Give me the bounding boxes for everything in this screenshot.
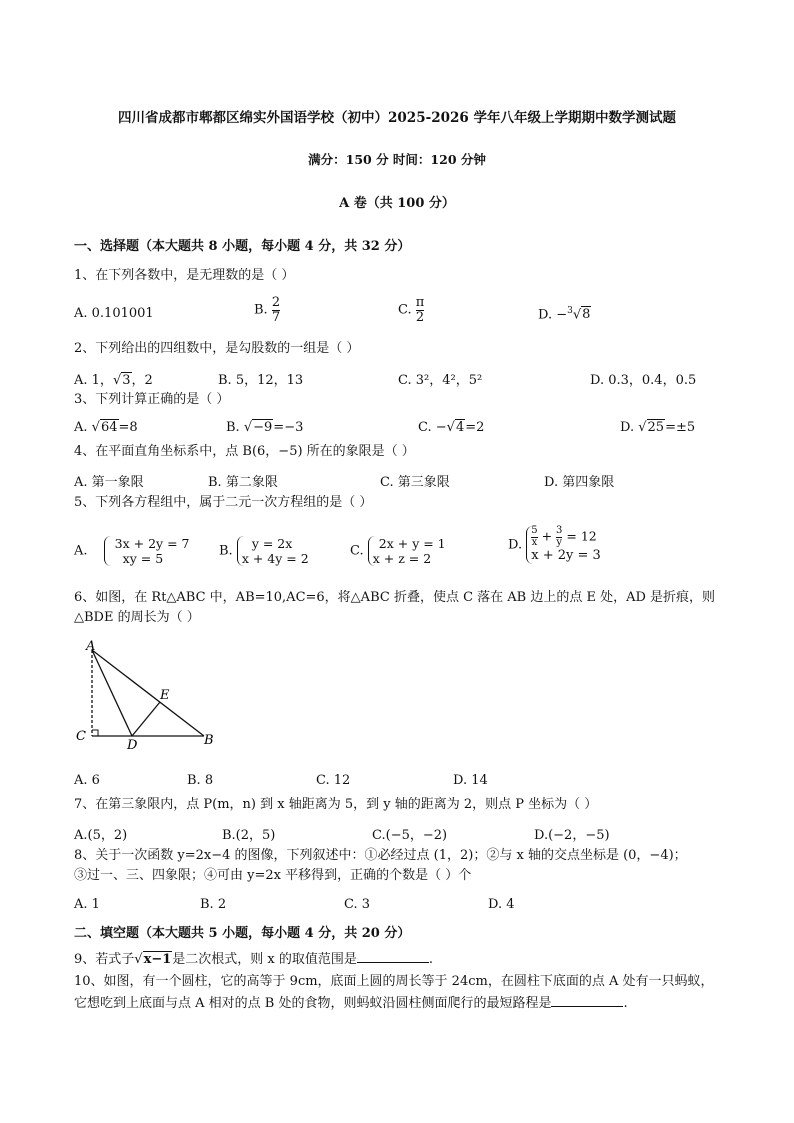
q1-b-fraction bbox=[272, 296, 280, 324]
q10-end: . bbox=[623, 996, 628, 1011]
q9-stem: 9、若式子√x−1是二次根式，则 x 的取值范围是 . bbox=[74, 952, 434, 967]
q3-option-c: C. −√4=2 bbox=[418, 420, 485, 435]
q1-stem: 1、在下列各数中，是无理数的是（ ） bbox=[74, 268, 295, 283]
q5-d-d1: x bbox=[531, 536, 538, 548]
q5-c-eq2: x + z = 2 bbox=[372, 551, 432, 566]
q5-option-c bbox=[350, 536, 446, 566]
score-time-line: 满分：150 分 时间：120 分钟 bbox=[308, 152, 486, 167]
q4-option-c: C. 第三象限 bbox=[380, 475, 450, 490]
q5-d-d2: y bbox=[556, 536, 563, 548]
q3-option-a: A. √64=8 bbox=[74, 420, 138, 435]
q5-d-system bbox=[526, 526, 601, 564]
q1-option-d: D. −$^3$√8 bbox=[538, 306, 591, 323]
q1-d-radicand: 8 bbox=[582, 307, 591, 323]
q1-b-den: 7 bbox=[271, 309, 281, 325]
q5-a-eq2: xy = 5 bbox=[122, 551, 164, 566]
q1-c-fraction bbox=[416, 296, 425, 324]
q5-b-label: B. bbox=[219, 543, 233, 559]
q1-option-c bbox=[398, 296, 424, 324]
q5-d-eq: = 12 bbox=[562, 528, 597, 544]
q3-b-radicand: −9 bbox=[253, 420, 273, 435]
q8-option-b: B. 2 bbox=[200, 897, 227, 912]
q2-stem: 2、下列给出的四组数中，是勾股数的一组是（ ） bbox=[74, 341, 360, 356]
q8-option-a: A. 1 bbox=[74, 897, 100, 912]
q5-option-d bbox=[508, 526, 601, 564]
q5-b-eq2: x + 4y = 2 bbox=[241, 551, 309, 566]
q7-stem: 7、在第三象限内，点 P(m，n) 到 x 轴距离为 5，到 y 轴的距离为 2，则点 P 坐标为（ ） bbox=[74, 797, 598, 812]
q8-stem-line2: ③过一、三、四象限；④可由 y=2x 平移得到，正确的个数是（ ）个 bbox=[74, 868, 472, 883]
q9-answer-blank[interactable] bbox=[357, 950, 429, 963]
q10-line2-text: 它想吃到上底面与点 A 相对的点 B 处的食物，则蚂蚁沿圆柱侧面爬行的最短路程是 bbox=[74, 996, 552, 1011]
section-a-heading: A 卷（共 100 分） bbox=[339, 196, 455, 211]
q10-stem-line2 bbox=[74, 992, 628, 1011]
q2-option-d: D. 0.3，0.4，0.5 bbox=[590, 373, 697, 388]
q2-a-post: ，2 bbox=[131, 373, 153, 388]
q3-a-radicand: 64 bbox=[100, 420, 118, 435]
q2-option-c: C. 3²，4²，5² bbox=[398, 373, 483, 388]
q1-c-den: 2 bbox=[415, 309, 425, 325]
q6-segment-ad bbox=[92, 650, 132, 736]
q10-answer-blank[interactable] bbox=[551, 994, 623, 1007]
q6-stem-line1: 6、如图，在 Rt△ABC 中，AB=10,AC=6，将△ABC 折叠，使点 C 落在 AB 边上的点 E 处，AD 是折痕，则 bbox=[74, 590, 716, 605]
q6-segment-ab bbox=[92, 650, 204, 736]
q7-option-c: C.(−5，−2) bbox=[372, 828, 448, 843]
q5-d-eq2: x + 2y = 3 bbox=[531, 548, 601, 563]
q3-a-post: =8 bbox=[118, 420, 138, 435]
q7-option-a: A.(5，2) bbox=[74, 828, 128, 843]
q6-label-b: B bbox=[204, 733, 214, 748]
q1-b-num: 2 bbox=[271, 295, 281, 310]
q5-b-eq1: y = 2x bbox=[251, 536, 293, 551]
q5-b-system bbox=[237, 536, 309, 566]
q5-c-system bbox=[368, 536, 446, 566]
q1-d-index: 3 bbox=[567, 306, 573, 316]
q5-d-n2: 3 bbox=[556, 525, 563, 536]
q3-c-radicand: 4 bbox=[455, 420, 465, 435]
q6-label-e: E bbox=[160, 688, 170, 703]
q6-triangle-figure bbox=[70, 636, 230, 752]
q6-option-c: C. 12 bbox=[316, 773, 351, 788]
q6-label-d: D bbox=[127, 738, 138, 752]
q6-option-a: A. 6 bbox=[74, 773, 100, 788]
q4-option-a: A. 第一象限 bbox=[74, 475, 144, 490]
q3-d-label: D. bbox=[620, 420, 639, 435]
q7-option-d: D.(−2，−5) bbox=[534, 828, 610, 843]
q5-a-label: A. bbox=[74, 543, 88, 559]
q2-a-pre: A. 1， bbox=[74, 373, 113, 388]
q9-end: . bbox=[428, 952, 434, 967]
q10-stem-line1: 10、如图，有一个圆柱，它的高等于 9cm，底面上圆的周长等于 24cm，在圆柱下底面的点 A 处有一只蚂蚁， bbox=[74, 974, 714, 989]
q3-b-label: B. bbox=[226, 420, 244, 435]
q6-stem-line2: △BDE 的周长为（ ） bbox=[74, 610, 200, 625]
q3-d-post: =±5 bbox=[665, 420, 696, 435]
q5-c-eq1: 2x + y = 1 bbox=[378, 536, 446, 551]
q6-option-b: B. 8 bbox=[187, 773, 214, 788]
q1-option-b bbox=[254, 296, 280, 324]
q5-option-a bbox=[74, 536, 189, 566]
q3-c-post: =2 bbox=[465, 420, 485, 435]
q1-c-num: π bbox=[415, 295, 425, 310]
q6-right-angle-mark bbox=[92, 730, 98, 736]
q2-option-b: B. 5，12，13 bbox=[218, 373, 304, 388]
q2-option-a: A. 1，√3，2 bbox=[74, 373, 153, 388]
q8-stem-line1: 8、关于一次函数 y=2x−4 的图像，下列叙述中：①必经过点 (1，2)；②与 x 轴的交点坐标是 (0，−4)； bbox=[74, 848, 687, 863]
q5-stem: 5、下列各方程组中，属于二元一次方程组的是（ ） bbox=[74, 495, 373, 510]
q9-post: 是二次根式，则 x 的取值范围是 bbox=[172, 952, 357, 967]
q5-a-system bbox=[104, 536, 190, 566]
q2-a-radicand: 3 bbox=[122, 373, 131, 388]
q5-a-eq1: 3x + 2y = 7 bbox=[114, 536, 190, 551]
q5-option-b bbox=[219, 536, 309, 566]
q8-option-c: C. 3 bbox=[344, 897, 371, 912]
q5-d-eq1 bbox=[531, 526, 601, 548]
q3-option-b: B. √−9=−3 bbox=[226, 420, 304, 435]
q6-option-d: D. 14 bbox=[453, 773, 488, 788]
q6-segment-de bbox=[132, 702, 160, 736]
q1-option-a: A. 0.101001 bbox=[74, 306, 154, 321]
q8-option-d: D. 4 bbox=[488, 897, 515, 912]
q4-option-d: D. 第四象限 bbox=[544, 475, 615, 490]
q4-option-b: B. 第二象限 bbox=[208, 475, 278, 490]
q5-d-plus: + bbox=[537, 528, 557, 544]
q9-radicand: x−1 bbox=[143, 952, 172, 967]
q5-d-label: D. bbox=[508, 537, 523, 553]
q1-b-label: B. bbox=[254, 302, 268, 318]
part1-header: 一、选择题（本大题共 8 小题，每小题 4 分，共 32 分） bbox=[74, 239, 411, 254]
q3-stem: 3、下列计算正确的是（ ） bbox=[74, 392, 230, 407]
q9-pre: 9、若式子 bbox=[74, 952, 135, 967]
q3-c-label: C. − bbox=[418, 420, 447, 435]
part2-header: 二、填空题（本大题共 5 小题，每小题 4 分，共 20 分） bbox=[74, 926, 411, 941]
exam-title: 四川省成都市郫都区绵实外国语学校（初中）2025-2026 学年八年级上学期期中数学测试题 bbox=[118, 110, 676, 126]
q7-option-b: B.(2，5) bbox=[222, 828, 276, 843]
q4-stem: 4、在平面直角坐标系中，点 B(6，−5) 所在的象限是（ ） bbox=[74, 444, 415, 459]
q5-d-n1: 5 bbox=[531, 525, 538, 536]
q1-d-label: D. − bbox=[538, 307, 568, 323]
q1-c-label: C. bbox=[398, 302, 412, 318]
q6-label-c: C bbox=[76, 729, 86, 744]
q3-b-post: =−3 bbox=[273, 420, 304, 435]
q3-a-label: A. bbox=[74, 420, 92, 435]
q3-option-d: D. √25=±5 bbox=[620, 420, 696, 435]
q3-d-radicand: 25 bbox=[647, 420, 665, 435]
q5-c-label: C. bbox=[350, 543, 364, 559]
q6-label-a: A bbox=[86, 639, 96, 654]
